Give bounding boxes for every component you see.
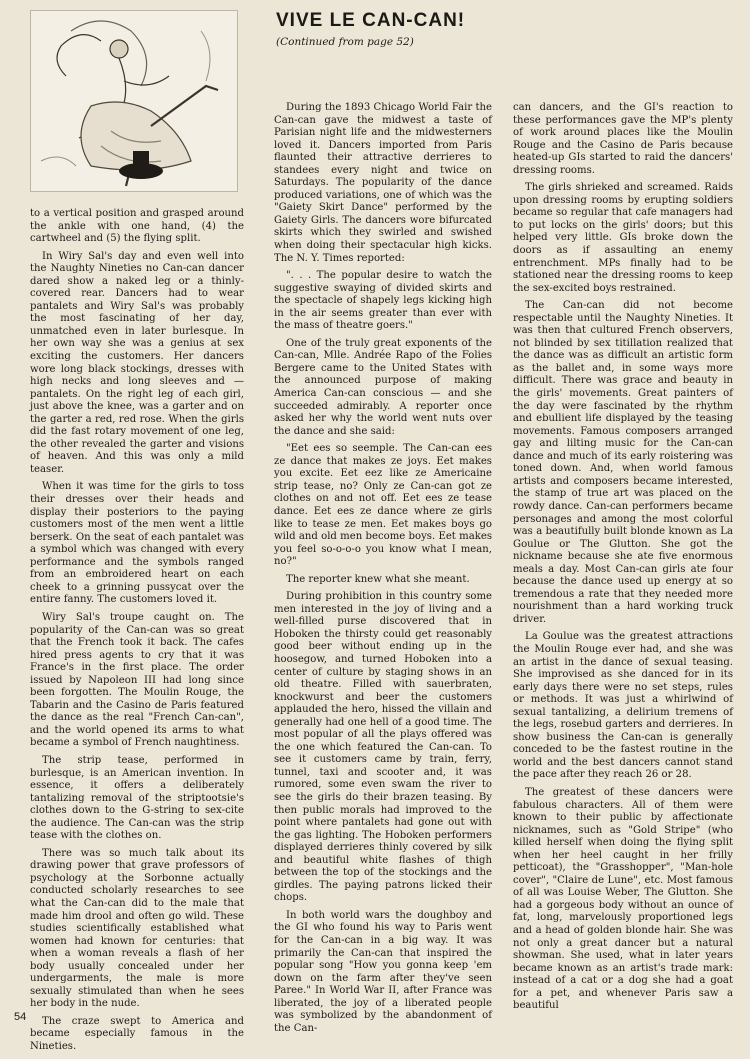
paragraph: In both world wars the doughboy and the GI who found his way to Paris went for the Can-can in a big way. It was primarily the Can-can that inspired the popular song "How you gonna keep 'em down on the farm after they've seen Paree." In World War II, after France was liberated, the joy of a liberated people was symbolized by the abandonment of the Can-: [274, 909, 492, 1034]
article-column-3: [513, 102, 733, 1018]
paragraph: The girls shrieked and screamed. Raids upon dressing rooms by erupting soldiers became so regular that cafe managers had to put locks on the girls' doors; but this helped very little. GIs broke down the doors as if assaulting an enemy entrenchment. MPs finally had to be stationed near the dressing rooms to keep the sex-excited boys restrained.: [513, 182, 733, 294]
article-column-1: [30, 208, 244, 1059]
paragraph: to a vertical position and grasped around the ankle with one hand, (4) the cartwheel and (5) the flying split.: [30, 208, 244, 245]
paragraph: When it was time for the girls to toss their dresses over their heads and display their posteriors to the paying customers most of the men went a little berserk. On the seat of each pantalet was a symbol which was changed with every performance and the symbols ranged from an embroidered heart on each cheek to a grinning pussycat over the entire fanny. The customers loved it.: [30, 481, 244, 606]
paragraph: ". . . The popular desire to watch the suggestive swaying of divided skirts and the spectacle of shapely legs kicking high in the air seems greater than ever with the mass of theatre goers.": [274, 270, 492, 332]
article-column-2: [274, 102, 492, 1040]
paragraph: The greatest of these dancers were fabulous characters. All of them were known to their public by affectionate nicknames, such as "Gold Stripe" (who killed herself when doing the flying split when her heel caught in her frilly petticoat), the "Grasshopper", "Man-hole cover", "Claire de Lune", etc. Most famous of all was Louise Weber, The Glutton. She had a gorgeous body without an ounce of fat, long, marvelously proportioned legs and a head of golden blonde hair. She was not only a great dancer but a natural showman. She used, what in later years became known as an artist's trade mark: instead of a cat or a dog she had a goat for a pet, and whenever Paris saw a beautiful: [513, 786, 733, 1012]
paragraph: The craze swept to America and became especially famous in the Nineties.: [30, 1015, 244, 1052]
paragraph: La Goulue was the greatest attractions the Moulin Rouge ever had, and she was an artist in the dance of sexual teasing. She improvised as she danced for in its early days there were no set steps, rules or methods. It was just a whirlwind of sexual tantalizing, a delirium tremens of the legs, rosebud garters and derrieres. In show business the Can-can is generally conceded to be the fastest routine in the world and the best dancers cannot stand the pace after they reach 26 or 28.: [513, 631, 733, 781]
paragraph: One of the truly great exponents of the Can-can, Mlle. Andrée Rapo of the Folies Bergere came to the United States with the announced purpose of making America Can-can conscious — and she succeeded admirably. A reporter once asked her why the world went nuts over the dance and she said:: [274, 337, 492, 437]
paragraph: There was so much talk about its drawing power that grave professors of psychology at the Sorbonne actually conducted scholarly researches to see what the Can-can did to the male that made him drool and often go wild. These studies scientifically established what women had known for centuries: that when a woman reveals a flash of her body usually concealed under her undergarments, the male is more sexually stimulated than when he sees her body in the nude.: [30, 847, 244, 1010]
paragraph: During the 1893 Chicago World Fair the Can-can gave the midwest a taste of Parisian night life and the midwesterners loved it. Dancers imported from Paris flaunted their attractive derrieres to standees every night and twice on Saturdays. The popularity of the dance produced variations, one of which was the "Gaiety Skirt Dance" performed by the Gaiety Girls. The dancers wore bifurcated skirts which they swirled and swished when doing their spectacular high kicks. The N. Y. Times reported:: [274, 102, 492, 264]
paragraph: can dancers, and the GI's reaction to these performances gave the MP's plenty of work around places like the Moulin Rouge and the Casino de Paris because heated-up GIs started to raid the dancers' dressing rooms.: [513, 102, 733, 176]
article-headline: VIVE LE CAN-CAN!: [276, 10, 466, 31]
paragraph: During prohibition in this country some men interested in the joy of living and a well-filled purse discovered that in Hoboken the thirsty could get reasonably good beer without ending up in the hoosegow, and turned Hoboken into a center of culture by staging shows in an old theatre. Filled with sauerbraten, knockwurst and beer the customers applauded the hero, hissed the villain and generally had one hell of a good time. The most popular of all the plays offered was the one which featured the Can-can. To see it customers came by train, ferry, tunnel, taxi and scooter and, it was rumored, some even swam the river to see the girls do their brazen teasing. By then public morals had improved to the point where pantalets had gone out with the gas lighting. The Hoboken performers displayed derrieres thinly covered by silk and beautiful white flashes of thigh between the top of the stockings and the girdles. The paying patrons licked their chops.: [274, 591, 492, 904]
paragraph: The strip tease, performed in burlesque, is an American invention. In essence, it offers a deliberately tantalizing removal of the striptootsie's clothes down to the G-string to sex-cite the audience. The Can-can was the strip tease with the clothes on.: [30, 754, 244, 842]
page-number: 54: [14, 1011, 27, 1023]
paragraph: The Can-can did not become respectable until the Naughty Nineties. It was then that cultured French observers, not blinded by sex titillation realized that the dance was as difficult an artistic form as the ballet and, in some ways more difficult. There was grace and beauty in the girls' movements. Great painters of the day were fascinated by the rhythm and ebullient life displayed by the teasing movements. Famous composers arranged gay and lilting music for the Can-can dance and much of its early roistering was toned down. And, when world famous artists and composers became interested, the stamp of true art was placed on the rowdy dance. Can-can performers became personages and among the most colorful was a beautifully built blonde known as La Goulue or The Glutton. She got the nickname because she ate five enormous meals a day. Most Can-can girls ate four because the dance used up energy at so tremendous a rate that they needed more nourishment than a hard working truck driver.: [513, 300, 733, 625]
paragraph: "Eet ees so seemple. The Can-can ees ze dance that makes ze joys. Eet makes you excite. Eet eez like ze Americaine strip tease, no? Only ze Can-can got ze clothes on and not off. Eet ees ze tease dance. Eet ees ze dance where ze girls like to tease ze men. Eet makes boys go wild and old men become boys. Eet makes you feel so-o-o-o you know what I mean, no?": [274, 443, 492, 568]
dancer-drawing: [31, 11, 237, 191]
paragraph: The reporter knew what she meant.: [286, 573, 470, 585]
paragraph: In Wiry Sal's day and even well into the Naughty Nineties no Can-can dancer dared show a naked leg or a thinly-covered rear. Dancers had to wear pantalets and Wiry Sal's was probably the most fascinating of her day, unmatched even in later burlesque. In her own way she was a genius at sex exciting the customers. Her dancers wore long black stockings, dresses with high necks and long sleeves and — pantalets. On the right leg of each girl, just above the knee, was a garter and on the garter a red, red rose. When the girls did the fast rotary movement of one leg, the other revealed the garter and visions of heaven. And this was only a mild teaser.: [30, 250, 244, 475]
paragraph: Wiry Sal's troupe caught on. The popularity of the Can-can was so great that the French took it back. The cafes hired press agents to cry that it was France's in the first place. The order issued by Napoleon III had long since been forgotten. The Moulin Rouge, the Tabarin and the Casino de Paris featured the dance as the real "French Can-can", and the world opened its arms to what became a symbol of French naughtiness.: [30, 611, 244, 749]
continued-note: (Continued from page 52): [276, 36, 414, 48]
can-can-dancer-illustration: [30, 10, 238, 192]
